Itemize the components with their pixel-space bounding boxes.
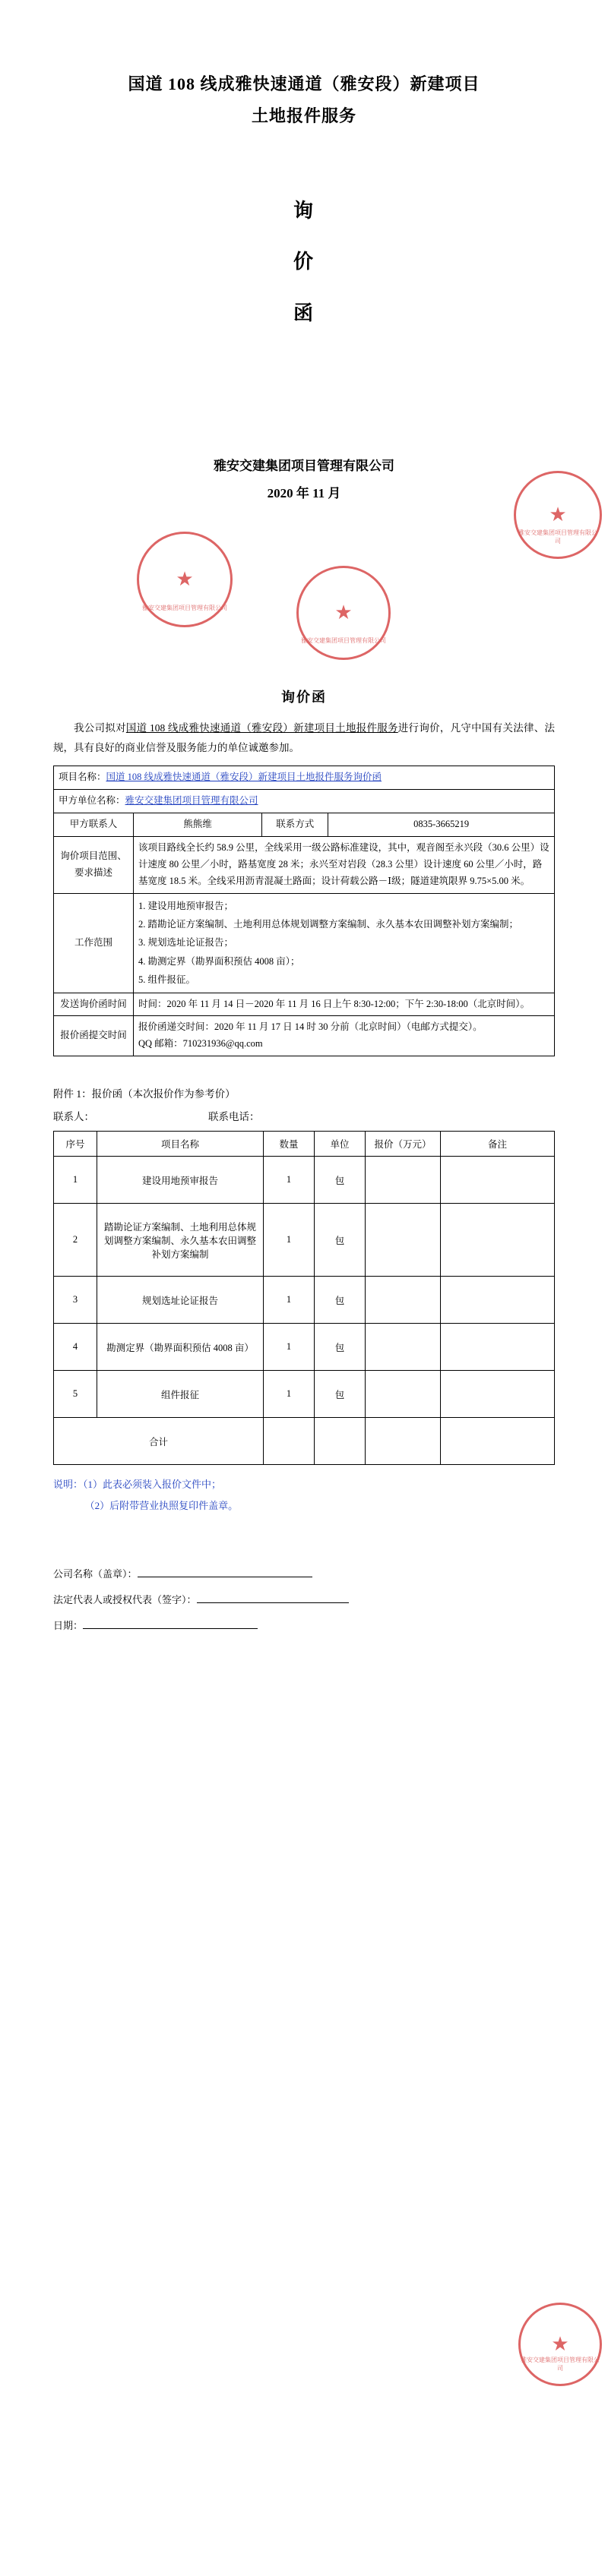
table-row-project-name xyxy=(54,766,555,790)
row-name: 组件报征 xyxy=(97,1371,264,1418)
row-unit: 包 xyxy=(315,1324,366,1371)
attachment-title: 附件 1：报价函（本次报价作为参考价） xyxy=(53,1088,236,1100)
row-price[interactable] xyxy=(366,1277,441,1324)
company-seal-stamp-bottom xyxy=(518,2303,602,2386)
submit-time-label: 报价函提交时间 xyxy=(54,1016,134,1056)
row-qty: 1 xyxy=(264,1371,315,1418)
attachment-note-2: （2）后附带营业执照复印件盖章。 xyxy=(84,1499,239,1511)
attachment-note-1: 说明：（1）此表必须装入报价文件中； xyxy=(53,1479,222,1491)
row-remark[interactable] xyxy=(441,1204,555,1277)
work-item-5: 5. 组件报征。 xyxy=(138,974,196,986)
inquiry-detail-table xyxy=(53,766,555,1056)
cover-date: 2020 年 11 月 xyxy=(267,486,341,501)
party-a-value: 雅安交建集团项目管理有限公司 xyxy=(125,795,258,807)
row-qty: 1 xyxy=(264,1204,315,1277)
row-remark[interactable] xyxy=(441,1324,555,1371)
stamp-star-icon: ★ xyxy=(334,601,353,623)
contact-person-name: 熊熊维 xyxy=(134,813,262,837)
col-header-name: 项目名称 xyxy=(97,1132,264,1157)
scope-text: 该项目路线全长约 58.9 公里，全线采用一级公路标准建设，其中，观音阁至永兴段（30.6 公里）设计速度 80 公里／小时，路基宽度 28 米；永兴至对岩段（28.3 公里）设计速度 60 公里／小时，路基宽度 18.5 米。全线采用沥青混凝土路面；设计荷载公路－Ⅰ级；隧道建筑限界 9.75×5.00 米。 xyxy=(134,837,555,894)
quotation-header-row xyxy=(54,1132,555,1157)
work-item-1: 1. 建设用地预审报告； xyxy=(138,900,234,911)
row-no: 4 xyxy=(54,1324,97,1371)
inquiry-section-title: 询价函 xyxy=(281,689,327,705)
row-unit: 包 xyxy=(315,1157,366,1204)
signature-date-line xyxy=(53,1613,555,1639)
row-name: 建设用地预审报告 xyxy=(97,1157,264,1204)
stamp-text: 雅安交建集团项目管理有限公司 xyxy=(518,529,597,545)
total-qty xyxy=(264,1418,315,1465)
project-name-cell: 项目名称：国道 108 线成雅快速通道（雅安段）新建项目土地报件服务询价函 xyxy=(54,766,555,790)
row-price[interactable] xyxy=(366,1204,441,1277)
party-a-cell: 甲方单位名称：雅安交建集团项目管理有限公司 xyxy=(54,790,555,813)
contact-person-label: 甲方联系人 xyxy=(54,813,134,837)
signature-company-line xyxy=(53,1561,555,1587)
row-name: 规划选址论证报告 xyxy=(97,1277,264,1324)
row-no: 3 xyxy=(54,1277,97,1324)
col-header-no: 序号 xyxy=(54,1132,97,1157)
cover-title-line1: 国道 108 线成雅快速通道（雅安段）新建项目 xyxy=(128,74,480,93)
row-remark[interactable] xyxy=(441,1371,555,1418)
table-row-party-a xyxy=(54,790,555,813)
col-header-price: 报价（万元） xyxy=(366,1132,441,1157)
table-row-issue-time xyxy=(54,993,555,1016)
inquiry-intro-paragraph: 我公司拟对国道 108 线成雅快速通道（雅安段）新建项目土地报件服务进行询价，凡守中国有关法律、法规，具有良好的商业信誉及服务能力的单位诚邀参加。 xyxy=(53,721,556,754)
table-row-total xyxy=(54,1418,555,1465)
total-unit xyxy=(315,1418,366,1465)
signature-company-label: 公司名称（盖章）： xyxy=(53,1568,138,1580)
table-row-submit-time xyxy=(54,1016,555,1056)
signature-representative-field[interactable] xyxy=(197,1602,349,1603)
table-row-scope-description xyxy=(54,837,555,894)
col-header-qty: 数量 xyxy=(264,1132,315,1157)
stamp-text: 雅安交建集团项目管理有限公司 xyxy=(521,2357,600,2372)
inquiry-project-underlined: 国道 108 线成雅快速通道（雅安段）新建项目土地报件服务 xyxy=(125,721,398,734)
cover-title xyxy=(53,68,555,132)
cover-company: 雅安交建集团项目管理有限公司 xyxy=(214,459,394,474)
project-name-value: 国道 108 线成雅快速通道（雅安段）新建项目土地报件服务询价函 xyxy=(106,772,382,783)
total-label: 合计 xyxy=(54,1418,264,1465)
row-remark[interactable] xyxy=(441,1277,555,1324)
cover-title-line2: 土地报件服务 xyxy=(251,106,356,125)
table-row-contact xyxy=(54,813,555,837)
signature-date-label: 日期： xyxy=(53,1619,84,1631)
contact-method-label: 联系方式 xyxy=(262,813,328,837)
table-row xyxy=(54,1277,555,1324)
table-row xyxy=(54,1371,555,1418)
cover-char-2: 价 xyxy=(293,251,315,273)
stamp-text: 雅安交建集团项目管理有限公司 xyxy=(142,605,227,612)
signature-representative-label: 法定代表人或授权代表（签字）： xyxy=(53,1593,197,1605)
attachment-contact-label: 联系人： xyxy=(53,1111,94,1123)
row-price[interactable] xyxy=(366,1157,441,1204)
row-remark[interactable] xyxy=(441,1157,555,1204)
issue-time-text: 时间：2020 年 11 月 14 日－2020 年 11 月 16 日上午 8:30-12:00；下午 2:30-18:00（北京时间）。 xyxy=(134,993,555,1016)
row-unit: 包 xyxy=(315,1204,366,1277)
col-header-unit: 单位 xyxy=(315,1132,366,1157)
work-item-2: 2. 踏勘论证方案编制、土地利用总体规划调整方案编制、永久基本农田调整补划方案编制； xyxy=(138,919,519,930)
col-header-remark: 备注 xyxy=(441,1132,555,1157)
row-no: 1 xyxy=(54,1157,97,1204)
row-unit: 包 xyxy=(315,1371,366,1418)
attachment-contact-row xyxy=(53,1108,555,1123)
total-price[interactable] xyxy=(366,1418,441,1465)
cover-char-1: 询 xyxy=(293,199,315,222)
work-scope-list xyxy=(134,893,555,993)
attachment-phone-label: 联系电话： xyxy=(208,1111,260,1123)
row-qty: 1 xyxy=(264,1277,315,1324)
submit-time-line2: QQ 邮箱：710231936@qq.com xyxy=(138,1038,263,1050)
row-qty: 1 xyxy=(264,1157,315,1204)
row-price[interactable] xyxy=(366,1371,441,1418)
table-row xyxy=(54,1324,555,1371)
work-item-4: 4. 勘测定界（勘界面积预估 4008 亩）； xyxy=(138,955,300,967)
stamp-star-icon: ★ xyxy=(551,2333,569,2355)
submit-time-line1: 报价函递交时间：2020 年 11 月 17 日 14 时 30 分前（北京时间）（电邮方式提交）。 xyxy=(138,1021,483,1033)
row-name: 勘测定界（勘界面积预估 4008 亩） xyxy=(97,1324,264,1371)
scope-label: 询价项目范围、要求描述 xyxy=(54,837,134,894)
contact-phone-value: 0835-3665219 xyxy=(328,813,555,837)
row-unit: 包 xyxy=(315,1277,366,1324)
stamp-text: 雅安交建集团项目管理有限公司 xyxy=(301,637,386,645)
signature-representative-line xyxy=(53,1587,555,1613)
submit-time-text xyxy=(134,1016,555,1056)
row-name: 踏勘论证方案编制、土地利用总体规划调整方案编制、永久基本农田调整补划方案编制 xyxy=(97,1204,264,1277)
row-price[interactable] xyxy=(366,1324,441,1371)
cover-big-characters xyxy=(53,185,555,339)
cover-footer xyxy=(53,453,555,507)
table-row xyxy=(54,1157,555,1204)
work-scope-label: 工作范围 xyxy=(54,893,134,993)
attachment-notes xyxy=(53,1474,555,1516)
row-no: 5 xyxy=(54,1371,97,1418)
quotation-table xyxy=(53,1131,555,1465)
signature-block xyxy=(53,1561,555,1638)
table-row-work-scope xyxy=(54,893,555,993)
total-remark[interactable] xyxy=(441,1418,555,1465)
issue-time-label: 发送询价函时间 xyxy=(54,993,134,1016)
stamp-star-icon: ★ xyxy=(549,504,567,526)
stamp-star-icon: ★ xyxy=(176,568,194,590)
row-qty: 1 xyxy=(264,1324,315,1371)
work-item-3: 3. 规划选址论证报告； xyxy=(138,937,234,949)
row-no: 2 xyxy=(54,1204,97,1277)
signature-date-field[interactable] xyxy=(83,1628,258,1629)
cover-char-3: 函 xyxy=(293,301,315,324)
table-row xyxy=(54,1204,555,1277)
